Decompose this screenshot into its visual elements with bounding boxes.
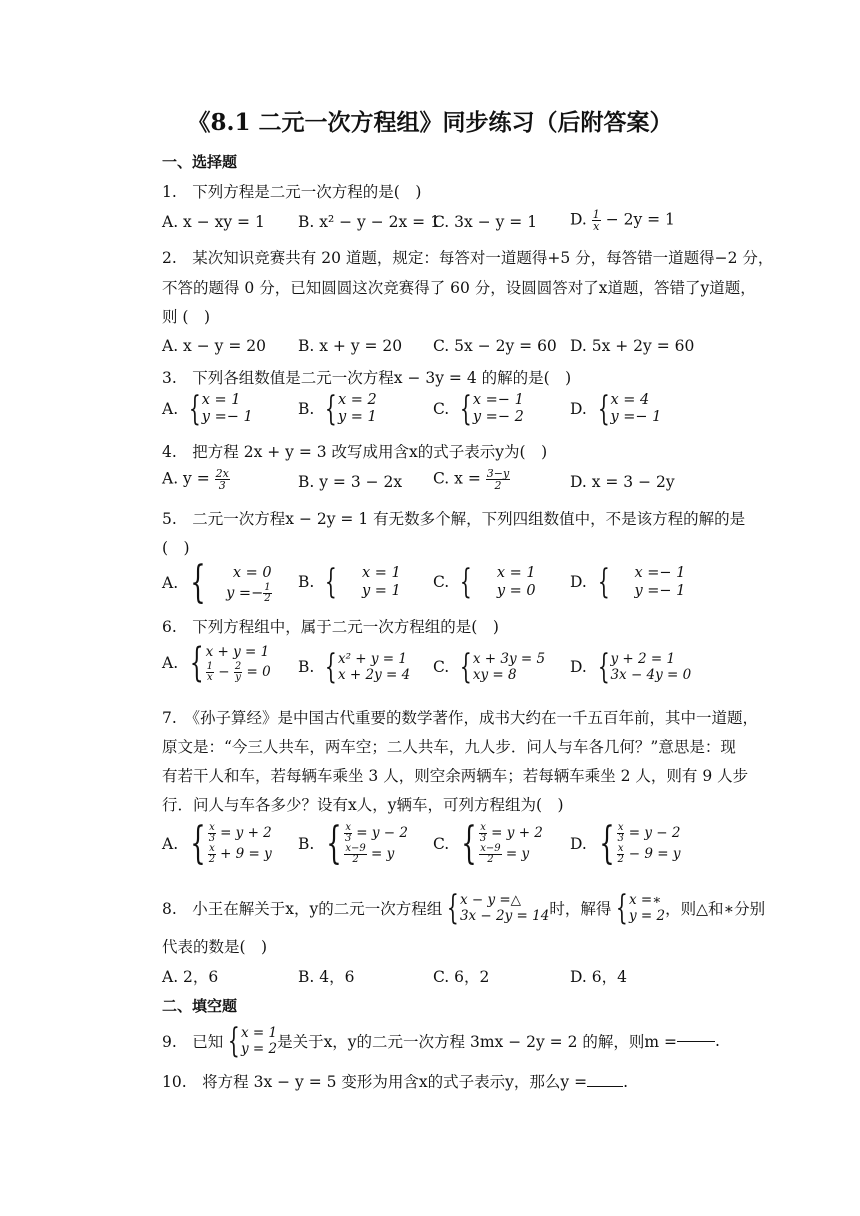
q5-c-label: C. xyxy=(433,573,450,591)
question-7-line-3: 有若干人和车，若每辆车乘坐 3 人，则空余两辆车；若每辆车乘坐 2 人，则有 9 人步 xyxy=(162,767,749,785)
q2-option-a: A. x − y = 20 xyxy=(162,337,266,355)
q7-d-rest2: − 9 = y xyxy=(628,846,681,862)
q5-option-b: B. { x = 1 y = 1 xyxy=(298,562,401,602)
q6-a-n2: 2 xyxy=(234,661,242,672)
q7-a-num2: x xyxy=(209,843,215,854)
q7-a-den1: 3 xyxy=(208,833,216,844)
q9-suffix: 是关于x，y的二元一次方程 3mx − 2y = 2 的解，则m = xyxy=(277,1033,677,1051)
q7-a-label: A. xyxy=(162,835,179,853)
q6-option-b: B. { x² + y = 1 x + 2y = 4 xyxy=(298,647,411,687)
q7-a-num1: x xyxy=(209,822,215,833)
q6-option-c: C. { x + 3y = 5 xy = 8 xyxy=(433,647,546,687)
question-7-line-4: 行．问人与车各多少？设有x人，y辆车，可列方程组为( ) xyxy=(162,796,564,814)
q5-b-label: B. xyxy=(298,573,315,591)
q5-a-num: 1 xyxy=(264,581,271,593)
q6-b-label: B. xyxy=(298,658,315,676)
question-5-line-1: 5. 二元一次方程x − 2y = 1 有无数多个解，下列四组数值中，不是该方程的解的是 xyxy=(162,510,746,528)
q6-c-row1: x + 3y = 5 xyxy=(472,651,546,667)
q6-a-d1: x xyxy=(206,672,213,683)
q7-option-c: C. { $\frac{x}{3}$ = y + 2 $\frac{x-9}{2}$ = y xyxy=(433,818,543,869)
q6-d-label: D. xyxy=(570,658,587,676)
q4-option-d: D. x = 3 − 2y xyxy=(570,473,675,491)
q1-option-a: A. x − xy = 1 xyxy=(162,213,265,231)
q3-c-row1: x =− 1 xyxy=(472,392,524,408)
q6-option-a: A. { x + y = 1 $\frac{1}{x}$ − $\frac{2}{y}$ = 0 xyxy=(162,640,271,686)
q5-c-row1: x = 1 xyxy=(496,565,536,581)
q7-c-num2: x−9 xyxy=(480,843,501,854)
q5-b-row2: y = 1 xyxy=(361,583,401,599)
section-heading-fill: 二、填空题 xyxy=(162,997,238,1015)
question-7-line-2: 原文是：“今三人共车，两车空；二人共车，九人步．问人与车各几何？”意思是：现 xyxy=(162,738,736,756)
question-9: 9. 已知 { x = 1 y = 2 是关于x，y的二元一次方程 3mx − 2y = 2 的解，则m = . xyxy=(162,1021,720,1061)
q6-b-row1: x² + y = 1 xyxy=(337,651,407,667)
question-10 xyxy=(162,1070,628,1092)
q6-a-row1: x + y = 1 xyxy=(205,644,270,660)
question-2-line-1: 2. 某次知识竞赛共有 20 道题，规定：每答对一道题得+5 分，每答错一道题得−2 分， xyxy=(162,249,774,267)
page-title: 《8.1 二元一次方程组》同步练习（后附答案） xyxy=(187,109,673,136)
q9-sys-row1: x = 1 xyxy=(240,1025,278,1041)
q8-sol-row1: x =∗ xyxy=(628,892,662,908)
q7-option-b: B. { $\frac{x}{3}$ = y − 2 $\frac{x-9}{2}$ = y xyxy=(298,818,408,869)
q10-text: 10. 将方程 3x − y = 5 变形为用含x的式子表示y，那么y = xyxy=(162,1073,588,1091)
q4-option-a xyxy=(162,468,230,491)
q1-d-rest: − 2y = 1 xyxy=(605,210,675,229)
q6-a-mid: − xyxy=(218,664,230,680)
q7-b-num1: x xyxy=(345,822,351,833)
q1-option-b: B. x² − y − 2x = 1 xyxy=(298,213,440,231)
q1-d-num: 1 xyxy=(592,208,600,221)
q2-option-b: B. x + y = 20 xyxy=(298,337,403,355)
q1-option-c: C. 3x − y = 1 xyxy=(433,213,538,231)
q3-a-label: A. xyxy=(162,400,179,418)
q7-d-label: D. xyxy=(570,835,587,853)
q8-option-d: D. 6，4 xyxy=(570,968,627,986)
q8-option-c: C. 6，2 xyxy=(433,968,490,986)
q3-c-row2: y =− 2 xyxy=(472,409,524,425)
q7-b-label: B. xyxy=(298,835,315,853)
question-7-line-1: 7. 《孙子算经》是中国古代重要的数学著作，成书大约在一千五百年前，其中一道题， xyxy=(162,709,759,727)
q7-a-rest2: + 9 = y xyxy=(220,846,272,862)
q3-d-row2: y =− 1 xyxy=(610,409,662,425)
question-1-stem: 1. 下列方程是二元一次方程的是( ) xyxy=(162,183,422,201)
q1-d-den: x xyxy=(593,220,600,233)
q9-sys-row2: y = 2 xyxy=(240,1041,278,1057)
q4-c-den: 2 xyxy=(494,479,502,492)
q4-a-den: 3 xyxy=(218,479,226,492)
q7-c-rest2: = y xyxy=(505,846,530,862)
q10-answer-blank[interactable] xyxy=(587,1086,623,1087)
q6-d-row1: y + 2 = 1 xyxy=(610,651,676,667)
q7-d-num1: x xyxy=(617,822,624,833)
q8-prefix: 8. 小王在解关于x，y的二元一次方程组 xyxy=(162,900,443,918)
q3-d-label: D. xyxy=(570,400,587,418)
q7-b-den1: 3 xyxy=(344,833,352,844)
question-3-stem: 3. 下列各组数值是二元一次方程x − 3y = 4 的解的是( ) xyxy=(162,369,572,387)
q8-sys-row1: x − y =△ xyxy=(459,892,522,908)
q6-a-label: A. xyxy=(162,654,179,672)
q7-c-den1: 3 xyxy=(479,833,487,844)
q7-d-den1: 3 xyxy=(617,833,624,844)
q7-c-num1: x xyxy=(480,822,486,833)
q1-d-label: D. xyxy=(570,210,587,229)
question-2-line-2: 不答的题得 0 分，已知圆圆这次竞赛得了 60 分，设圆圆答对了x道题，答错了y道题， xyxy=(162,279,756,297)
q5-option-a: A. { x = 0 y =− $\frac{1}{2}$ xyxy=(162,557,272,608)
q5-d-row1: x =− 1 xyxy=(634,565,686,581)
q4-option-b: B. y = 3 − 2x xyxy=(298,473,403,491)
q8-option-b: B. 4，6 xyxy=(298,968,355,986)
question-5-line-2: ( ) xyxy=(162,539,190,557)
section-heading-choice: 一、选择题 xyxy=(162,153,238,171)
q6-c-label: C. xyxy=(433,658,450,676)
q1-option-d xyxy=(570,209,675,232)
q5-option-c: C. { x = 1 y = 0 xyxy=(433,562,536,602)
question-2-line-3: 则 ( ) xyxy=(162,308,211,326)
q5-a-row2: y =− xyxy=(226,585,264,601)
q7-c-rest1: = y + 2 xyxy=(491,825,543,841)
q3-option-a: A. { x = 1 y =− 1 xyxy=(162,389,253,429)
q6-c-row2: xy = 8 xyxy=(472,667,517,683)
q3-option-b: B. { x = 2 y = 1 xyxy=(298,389,377,429)
q6-option-d: D. { y + 2 = 1 3x − 4y = 0 xyxy=(570,647,692,687)
q6-a-d2: y xyxy=(235,672,241,683)
q6-a-end: = 0 xyxy=(246,664,271,680)
q8-sys-row2: 3x − 2y = 14 xyxy=(459,908,550,924)
q8-suffix: ，则△和∗分别 xyxy=(665,900,766,918)
question-8-line-2: 代表的数是( ) xyxy=(162,938,268,956)
q4-c-prefix: C. x = xyxy=(433,469,481,488)
q5-d-label: D. xyxy=(570,573,587,591)
q5-a-label: A. xyxy=(162,574,179,592)
q7-d-den2: 2 xyxy=(617,854,624,865)
q3-option-d: D. { x = 4 y =− 1 xyxy=(570,389,662,429)
q7-a-rest1: = y + 2 xyxy=(220,825,272,841)
q7-b-rest1: = y − 2 xyxy=(356,825,408,841)
q3-b-row2: y = 1 xyxy=(337,409,377,425)
q2-option-c: C. 5x − 2y = 60 xyxy=(433,337,557,355)
q5-b-row1: x = 1 xyxy=(361,565,401,581)
q5-a-row1: x = 0 xyxy=(232,564,272,581)
q7-d-rest1: = y − 2 xyxy=(628,825,681,841)
q7-b-rest2: = y xyxy=(371,846,395,862)
q7-d-num2: x xyxy=(617,843,624,854)
q7-c-label: C. xyxy=(433,835,450,853)
q9-answer-blank[interactable] xyxy=(677,1041,715,1042)
q3-c-label: C. xyxy=(433,400,450,418)
q7-b-den2: 2 xyxy=(352,854,359,865)
q6-b-row2: x + 2y = 4 xyxy=(337,667,411,683)
q9-end: . xyxy=(715,1032,720,1050)
q8-sol-row2: y = 2 xyxy=(628,908,666,924)
q4-a-prefix: A. y = xyxy=(162,469,210,488)
q3-a-row1: x = 1 xyxy=(201,392,241,408)
q7-c-den2: 2 xyxy=(487,854,494,865)
q6-d-row2: 3x − 4y = 0 xyxy=(610,667,692,683)
q3-b-label: B. xyxy=(298,400,315,418)
q3-a-row2: y =− 1 xyxy=(201,409,253,425)
q5-a-den: 2 xyxy=(264,592,271,604)
question-4-stem: 4. 把方程 2x + y = 3 改写成用含x的式子表示y为( ) xyxy=(162,443,548,461)
q7-b-num2: x−9 xyxy=(345,843,366,854)
q3-option-c: C. { x =− 1 y =− 2 xyxy=(433,389,524,429)
question-8-line-1: 8. 小王在解关于x，y的二元一次方程组 { x − y =△ 3x − 2y = 14 时，解得 { x =∗ y = 2 ，则△和∗分别 xyxy=(162,888,766,928)
q4-option-c xyxy=(433,468,510,491)
q2-option-d: D. 5x + 2y = 60 xyxy=(570,337,695,355)
q7-option-d: D. { $\frac{x}{3}$ = y − 2 $\frac{x}{2}$ − 9 = y xyxy=(570,818,681,869)
q4-c-num: 3−y xyxy=(486,467,510,480)
q7-a-den2: 2 xyxy=(208,854,216,865)
q5-c-row2: y = 0 xyxy=(496,583,536,599)
q8-option-a: A. 2，6 xyxy=(162,968,219,986)
q5-d-row2: y =− 1 xyxy=(634,583,686,599)
q5-option-d: D. { x =− 1 y =− 1 xyxy=(570,562,686,602)
q3-b-row1: x = 2 xyxy=(337,392,377,408)
q8-mid: 时，解得 xyxy=(549,900,612,918)
q7-option-a: A. { $\frac{x}{3}$ = y + 2 $\frac{x}{2}$ + 9 = y xyxy=(162,818,272,869)
q3-d-row1: x = 4 xyxy=(610,392,650,408)
q9-prefix: 9. 已知 xyxy=(162,1033,224,1051)
q4-a-num: 2x xyxy=(215,467,229,480)
q6-a-n1: 1 xyxy=(206,661,213,672)
question-6-stem: 6. 下列方程组中，属于二元一次方程组的是( ) xyxy=(162,618,499,636)
q10-end: . xyxy=(623,1073,629,1091)
